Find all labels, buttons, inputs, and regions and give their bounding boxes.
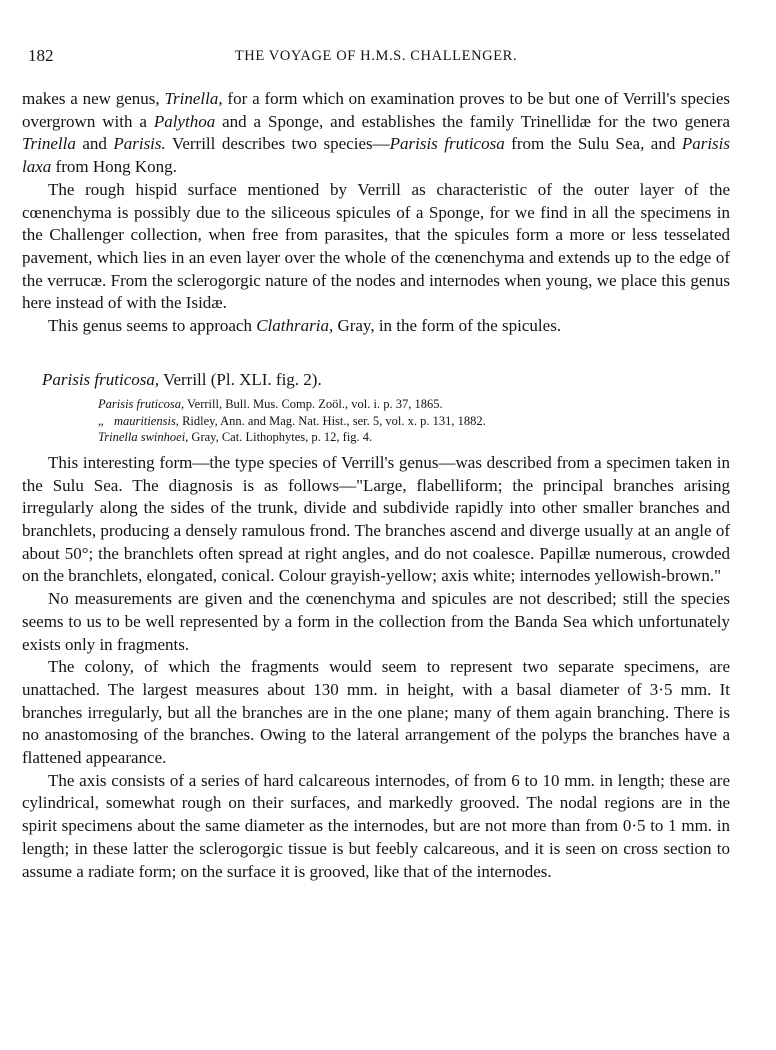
paragraph-3 [22, 315, 730, 338]
paragraph-1 [22, 88, 730, 179]
running-title: THE VOYAGE OF H.M.S. CHALLENGER. [234, 48, 518, 64]
synonym-reference: Gray, Cat. Lithophytes, p. 12, fig. 4. [188, 430, 373, 445]
species-heading [42, 369, 730, 392]
synonym-name: Parisis fruticosa, [98, 397, 185, 412]
paragraph-6: The colony, of which the fragments would seem to represent two separate specimens, are unattached. The largest measures about 130 mm. in height, with a basal diameter of 3·5 mm. It branches irregularly, but all the branches are in the one plane; many of them again branching. There is no anastomosing of the branches. Owing to the lateral arrangement of the polyps the branches have a flattened appearance. [22, 657, 730, 768]
paragraph-5: No measurements are given and the cœnenchyma and spicules are not described; still the species seems to us to be well represented by a form in the collection from the Banda Sea which unfortunately exists only in fragments. [22, 589, 730, 654]
paragraph-2: The rough hispid surface mentioned by Verrill as characteristic of the outer layer of the cœnenchyma is possibly due to the siliceous spicules of a Sponge, for we find in all the specimens in the Challenger collection, when free from parasites, that the spicules form a more or less tesselated pavement, which lies in an even layer over the whole of the cœnenchyma and extends up to the edge of the verrucæ. From the sclerogorgic nature of the nodes and internodes when young, we place this genus here instead of with the Isidæ. [22, 179, 730, 313]
page-number: 182 [28, 46, 54, 65]
species-name: Parisis fruticosa [389, 134, 505, 154]
text-run: makes a new genus, [22, 89, 165, 108]
text-run: and a Sponge, and establishes the family Trinellidæ for the two genera [215, 111, 730, 131]
text-run: from the Sulu Sea, and [504, 134, 682, 154]
species-heading-name: Parisis fruticosa, [42, 369, 160, 389]
species-name: Parisis laxa [22, 134, 731, 177]
genus-name: Clathraria, [256, 316, 334, 336]
synonym-name: Trinella swinhoei, [98, 430, 189, 445]
paragraph-7: The axis consists of a series of hard calcareous internodes, of from 6 to 10 mm. in length; these are cylindrical, somewhat rough on their surfaces, and markedly grooved. The nodal regions are in the spirit specimens about the same diameter as the internodes, but are not more than from 0·5 to 1 mm. in length; in these latter the sclerogorgic tissue is but feebly calcareous, and it is seen on cross section to assume a radiate form; on the surface it is grooved, like that of the internodes. [22, 770, 730, 881]
text-run: This genus seems to approach [48, 316, 257, 336]
synonymy-list [98, 396, 730, 446]
text-run: for a form which on examination proves to be but one of Verrill's species overgrown with a [22, 89, 730, 131]
text-run: Verrill describes two species— [165, 134, 390, 154]
genus-name: Parisis. [113, 134, 166, 154]
species-heading-rest: Verrill (Pl. XLI. fig. 2). [159, 369, 322, 389]
synonym-reference: Ridley, Ann. and Mag. Nat. Hist., ser. 5, vol. x. p. 131, 1882. [178, 413, 486, 428]
genus-name: Trinella [22, 134, 76, 154]
synonym-entry [98, 413, 730, 430]
text-run: Gray, in the form of the spicules. [333, 316, 562, 336]
genus-name: Trinella, [164, 89, 223, 108]
page-header [22, 46, 730, 70]
synonym-entry [98, 396, 730, 413]
text-run: from Hong Kong. [51, 157, 177, 177]
synonym-reference: Verrill, Bull. Mus. Comp. Zoöl., vol. i. p. 37, 1865. [184, 397, 443, 412]
synonym-entry [98, 429, 730, 446]
body-text [22, 88, 730, 883]
genus-name: Palythoa [153, 111, 216, 131]
section-gap [22, 338, 730, 369]
synonym-name: mauritiensis, [114, 413, 179, 428]
paragraph-4: This interesting form—the type species of Verrill's genus—was described from a specimen taken in the Sulu Sea. The diagnosis is as follows—"Large, flabelliform; the principal branches arising irregularly along the sides of the trunk, divide and subdivide rapidly into other smaller branches and branchlets, producing a densely ramulous frond. The branches ascend and diverge usually at an angle of about 50°; the branchlets often spread at right angles, and do not coalesce. Papillæ numerous, crowded on the branchlets, elongated, conical. Colour grayish-yellow; axis white; internodes yellowish-brown." [22, 452, 730, 586]
text-run: and [75, 134, 114, 154]
ditto-mark: „ [98, 413, 104, 428]
